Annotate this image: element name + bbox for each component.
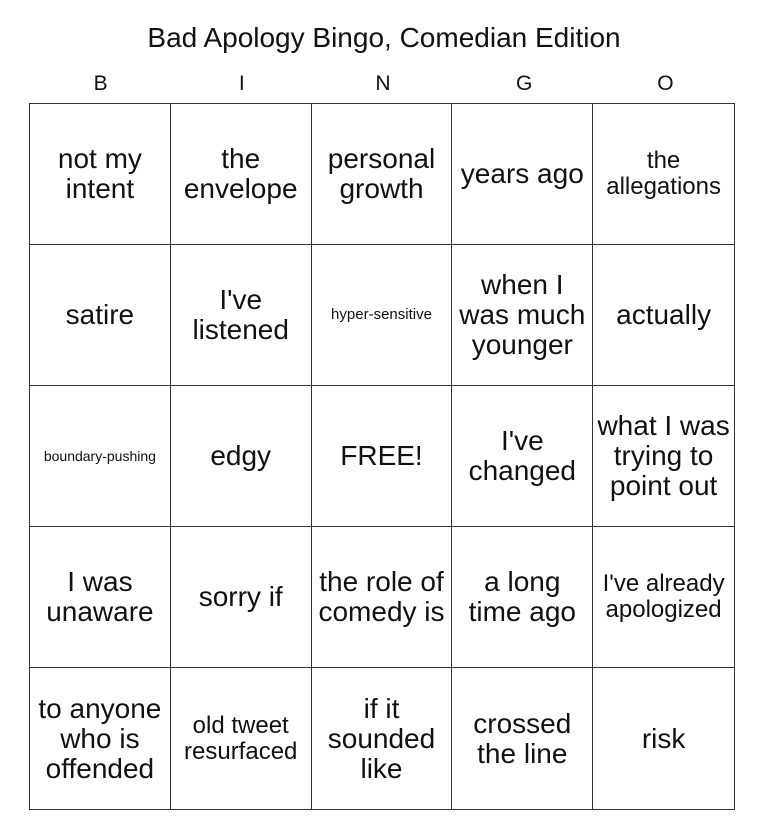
cell-text: hyper-sensitive (331, 306, 432, 323)
header-letter-b: B (93, 72, 108, 95)
bingo-cell[interactable] (171, 104, 312, 245)
cell-text: satire (65, 299, 135, 330)
cell-text: what I was trying to point out (597, 410, 730, 501)
cell-text: to anyone who is offended (38, 692, 162, 784)
bingo-cell[interactable] (30, 245, 171, 386)
cell-text: years ago (460, 158, 584, 189)
header-letter-n: N (375, 72, 391, 95)
cell-text: a long time ago (468, 566, 576, 627)
bingo-cell[interactable] (452, 386, 593, 527)
bingo-cell[interactable] (452, 527, 593, 668)
cell-text: the allegations (606, 147, 721, 200)
header-letter-o: O (657, 72, 674, 95)
bingo-cell[interactable] (171, 245, 312, 386)
cell-text: the role of comedy is (318, 566, 445, 627)
cell-text: old tweet resurfaced (184, 711, 298, 765)
header-letter-g: G (516, 72, 533, 95)
bingo-cell[interactable] (452, 668, 593, 809)
bingo-cell[interactable] (312, 245, 453, 386)
free-space-text: FREE! (340, 440, 423, 471)
cell-text: risk (641, 722, 686, 754)
cell-text: sorry if (198, 581, 283, 612)
cell-text: I was unaware (46, 566, 154, 627)
free-space-cell[interactable] (312, 386, 453, 527)
bingo-cell[interactable] (171, 386, 312, 527)
bingo-cell[interactable] (171, 668, 312, 809)
cell-text: I've changed (468, 425, 576, 486)
bingo-header (30, 70, 736, 98)
bingo-cell[interactable] (452, 104, 593, 245)
bingo-cell[interactable] (30, 527, 171, 668)
bingo-cell[interactable] (593, 386, 734, 527)
cell-text: crossed the line (473, 707, 572, 769)
bingo-grid (29, 103, 735, 810)
bingo-cell[interactable] (312, 104, 453, 245)
bingo-cell[interactable] (452, 245, 593, 386)
bingo-cell[interactable] (171, 527, 312, 668)
bingo-cell[interactable] (30, 668, 171, 809)
cell-text: not my intent (57, 143, 142, 204)
bingo-cell[interactable] (593, 104, 734, 245)
bingo-cell[interactable] (30, 104, 171, 245)
bingo-cell[interactable] (593, 527, 734, 668)
cell-text: if it sounded like (327, 692, 436, 784)
bingo-cell[interactable] (30, 386, 171, 527)
bingo-cell[interactable] (312, 527, 453, 668)
bingo-cell[interactable] (593, 245, 734, 386)
card-title: Bad Apology Bingo, Comedian Edition (147, 22, 621, 53)
bingo-cell[interactable] (593, 668, 734, 809)
cell-text: I've already apologized (602, 570, 725, 623)
cell-text: edgy (210, 440, 272, 471)
cell-text: actually (616, 299, 712, 330)
header-letter-i: I (238, 72, 245, 95)
bingo-cell[interactable] (312, 668, 453, 809)
cell-text: the envelope (183, 143, 298, 204)
cell-text: when I was much younger (459, 269, 586, 360)
cell-text: boundary-pushing (43, 448, 156, 464)
cell-text: personal growth (327, 143, 436, 204)
cell-text: I've listened (192, 284, 289, 345)
